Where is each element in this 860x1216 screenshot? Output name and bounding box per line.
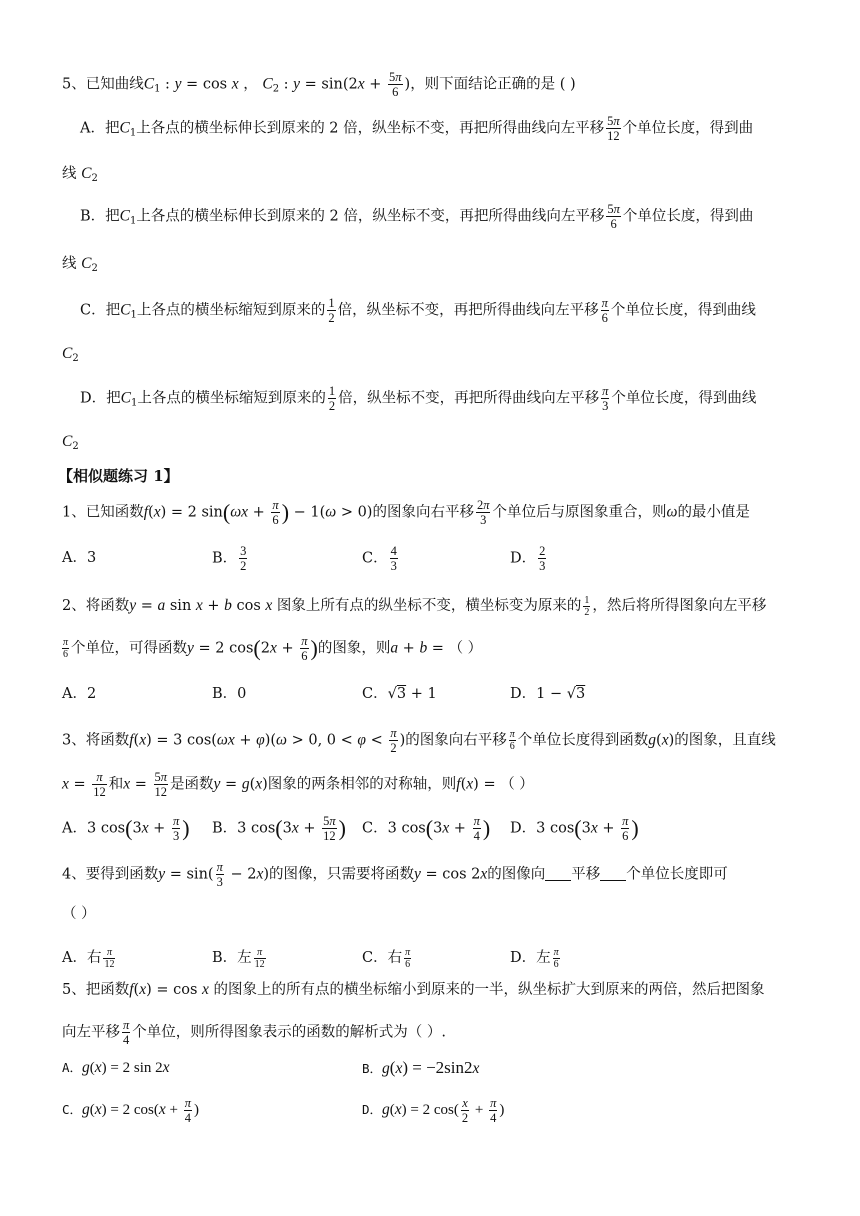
p2-option-b: B．0 — [212, 686, 247, 702]
practice-3-stem: 3、将函数f(x) = 3 cos(ωx + φ)(ω > 0, 0 < φ < $\frac{\pi}{2}$ )的图象向右平移 $\frac{\pi}{6}$ 个单位长度得到函数g(x)的图象，且直线 — [62, 726, 776, 755]
p1-option-b: B． $\frac{3}{2}$ — [212, 544, 247, 573]
q5-option-a-cont: 线 $C_2$ — [62, 165, 98, 184]
section-heading: 【相似题练习 1】 — [58, 467, 179, 485]
practice-5-options-row2 — [62, 1096, 802, 1124]
practice-2-stem: 2、将函数y = a sin x + b cos x 图象上所有点的纵坐标不变，横坐标变为原来的 $\frac{1}{2}$ ，然后将所得图象向左平移 — [62, 594, 767, 618]
p1-option-c: C． $\frac{4}{3}$ — [362, 544, 397, 573]
practice-4-options — [62, 944, 802, 972]
practice-5-stem: 5、把函数f(x) = cos x 的图象上的所有点的横坐标缩小到原来的一半，纵坐标扩大到原来的两倍，然后把图象 — [62, 981, 765, 998]
p4-option-a: A．右 $\frac{\pi}{12}$ — [62, 946, 115, 970]
p2-option-c: C．√3 + 1 — [362, 686, 437, 702]
p3-option-d: D．3 cos(3x + $\frac{\pi}{6}$ ) — [510, 814, 639, 843]
practice-2-stem-cont: $\frac{\pi}{6}$ 个单位，可得函数y = 2 cos(2x + $\frac{\pi}{6}$ )的图象，则a + b = （ ） — [63, 634, 483, 663]
p3-option-b: B．3 cos(3x + $\frac{5\pi}{12}$ ) — [212, 814, 346, 843]
q5-option-b: B．把$C_1$上各点的横坐标伸长到原来的 2 倍，纵坐标不变，再把所得曲线向左平移 $\frac{5\pi}{6}$ 个单位长度，得到曲 — [80, 202, 754, 231]
q5-option-d: D．把$C_1$上各点的横坐标缩短到原来的 $\frac{1}{2}$ 倍，纵坐标不变，再把所得曲线向左平移 $\frac{\pi}{3}$ 个单位长度，得到曲线 — [80, 384, 757, 413]
p5-option-c: C．g(x) = 2 cos(x + $\frac{\pi}{4}$ ) — [62, 1096, 199, 1126]
practice-3-stem-cont: x = $\frac{\pi}{12}$ 和x = $\frac{5\pi}{12}$ 是函数y = g(x)图象的两条相邻的对称轴，则f(x) = （ ） — [62, 770, 534, 799]
practice-3-options — [62, 814, 802, 842]
practice-1-stem: 1、已知函数f(x) = 2 sin(ωx + $\frac{\pi}{6}$ ) − 1(ω > 0)的图象向右平移 $\frac{2\pi}{3}$ 个单位后与原图象重合，则ω的最小值是 — [62, 498, 750, 527]
p4-option-c: C．右 $\frac{\pi}{6}$ — [362, 946, 411, 970]
question-5-stem: 5、已知曲线$C_1$ : y = cos x ， $C_2$ : y = sin(2x + $\frac{5\pi}{6}$ )，则下面结论正确的是 ( ) — [62, 70, 576, 99]
p1-option-d: D． $\frac{2}{3}$ — [510, 544, 546, 573]
p1-option-a: A．3 — [62, 550, 97, 566]
p3-option-a: A．3 cos(3x + $\frac{\pi}{3}$ ) — [62, 814, 190, 843]
p2-option-d: D．1 − √3 — [510, 686, 586, 702]
q5-option-c-cont: $C_2$ — [62, 345, 79, 364]
practice-5-stem-cont: 向左平移 $\frac{\pi}{4}$ 个单位，则所得图象表示的函数的解析式为（ ）. — [62, 1018, 446, 1047]
q5-option-a: A．把$C_1$上各点的横坐标伸长到原来的 2 倍，纵坐标不变，再把所得曲线向左平移 $\frac{5\pi}{12}$ 个单位长度，得到曲 — [80, 114, 754, 143]
q5-option-d-cont: $C_2$ — [62, 433, 79, 452]
p5-option-a: A．g(x) = 2 sin 2x — [62, 1059, 170, 1076]
p5-option-d: D．g(x) = 2 cos( $\frac{x}{2}$ + $\frac{\pi}{4}$ ) — [362, 1096, 505, 1126]
practice-4-paren: （ ） — [62, 906, 96, 922]
practice-2-options — [62, 680, 802, 708]
p4-option-b: B．左 $\frac{\pi}{12}$ — [212, 946, 265, 970]
q5-option-c: C．把$C_1$上各点的横坐标缩短到原来的 $\frac{1}{2}$ 倍，纵坐标不变，再把所得曲线向左平移 $\frac{\pi}{6}$ 个单位长度，得到曲线 — [80, 296, 756, 325]
q5-option-b-cont: 线 $C_2$ — [62, 255, 98, 274]
practice-5-options-row1 — [62, 1054, 802, 1082]
practice-1-options — [62, 544, 802, 572]
practice-4-stem: 4、要得到函数y = sin( $\frac{\pi}{3}$ − 2x)的图像，只需要将函数y = cos 2x的图像向 平移 个单位长度即可 — [62, 860, 728, 889]
p2-option-a: A．2 — [62, 686, 97, 702]
p4-option-d: D．左 $\frac{\pi}{6}$ — [510, 946, 559, 970]
p3-option-c: C．3 cos(3x + $\frac{\pi}{4}$ ) — [362, 814, 491, 843]
p5-option-b: B．g(x) = −2sin2x — [362, 1058, 480, 1077]
